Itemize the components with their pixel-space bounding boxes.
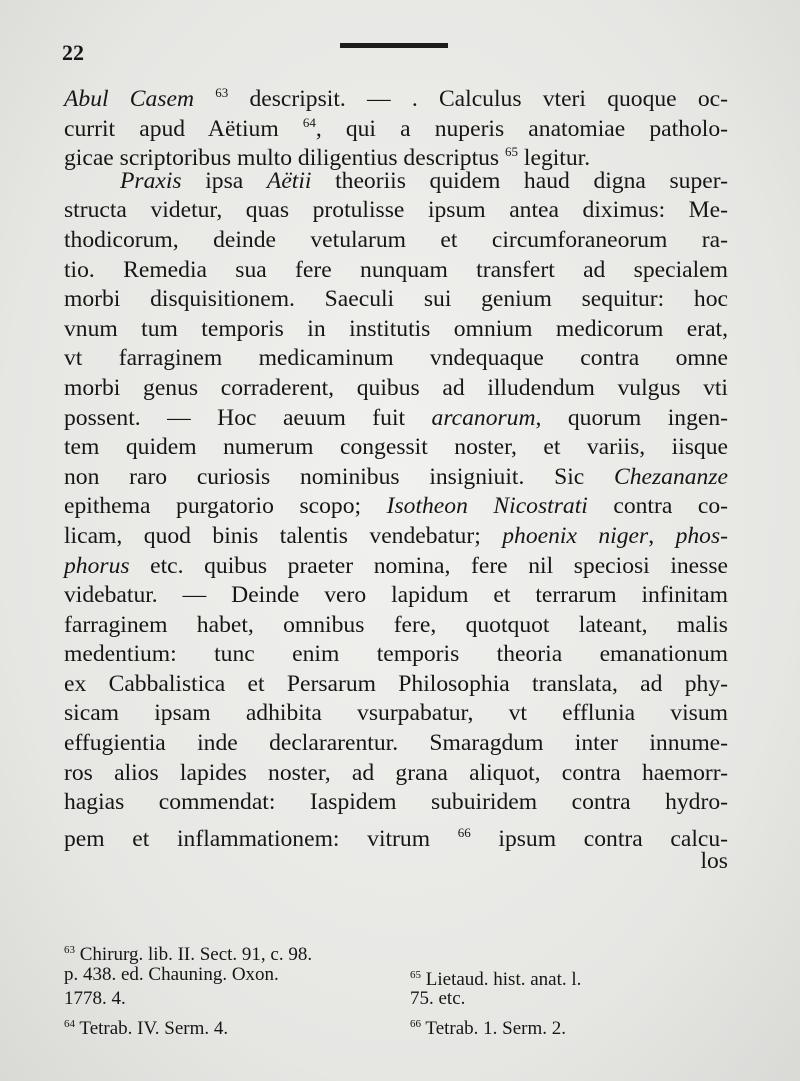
text-run: epithema purgatorio scopo;: [64, 493, 387, 520]
footnote-text: p. 438. ed. Chauning. Oxon.: [64, 963, 279, 985]
text-run: descripsit. — . Calculus vteri quoque oc-: [228, 86, 728, 112]
footnote-mark: 64: [64, 1017, 75, 1030]
text-run: pem et inflammationem: vitrum: [64, 825, 458, 852]
italic-term: phorus: [64, 552, 130, 579]
footnote-right: [404, 963, 734, 988]
text-line: [64, 463, 728, 493]
text-run: thodicorum, deinde vetularum et circumforaneorum ra-: [64, 226, 728, 253]
footnote-left: [64, 963, 404, 988]
text-run: vnum tum temporis in institutis omnium medicorum erat,: [64, 315, 728, 342]
italic-term: phos-: [675, 522, 729, 549]
footnote-mark: 63: [64, 944, 75, 956]
text-line: [64, 285, 728, 315]
text-line: [64, 522, 728, 552]
text-line: [64, 344, 728, 374]
text-run: farraginem habet, omnibus fere, quotquot lateant, malis: [64, 611, 728, 638]
footnote-text: Chirurg. lib. II. Sect. 91, c. 98.: [79, 944, 313, 965]
text-run: ros alios lapides noster, ad grana aliquot, contra haemorr-: [64, 759, 728, 786]
text-line: [64, 729, 728, 759]
footnote-reference: 64: [302, 114, 316, 130]
italic-term: Aëtii: [266, 167, 312, 194]
footnote-left: [64, 1012, 404, 1037]
text-run: tem quidem numerum congessit noster, et variis, iisque: [64, 434, 728, 461]
text-run: medentium: tunc enim temporis theoria emanationum: [64, 641, 728, 668]
text-run: ex Cabbalistica et Persarum Philosophia translata, ad phy-: [64, 670, 728, 697]
footnote-text: Tetrab. IV. Serm. 4.: [79, 1017, 229, 1039]
text-run: ipsa: [181, 167, 267, 194]
text-run: sicam ipsam adhibita vsurpabatur, vt efflunia visum: [64, 700, 728, 727]
text-run: theoriis quidem haud digna super-: [311, 167, 728, 194]
footnote-text: Tetrab. 1. Serm. 2.: [425, 1017, 567, 1039]
text-line: [64, 196, 728, 226]
italic-term: Praxis: [120, 167, 182, 194]
text-run: contra co-: [587, 493, 729, 520]
text-run: , qui a nuperis anatomiae patholo-: [315, 115, 728, 142]
footnote-mark: 65: [410, 968, 421, 981]
footnote-left: [64, 987, 404, 1012]
text-run: possent. — Hoc aeuum fuit: [64, 404, 432, 431]
italic-term: arcanorum: [431, 404, 536, 431]
text-line: [64, 492, 728, 522]
text-run: vt farraginem medicaminum vndequaque contra omne: [64, 345, 728, 372]
text-run: hagias commendat: Iaspidem subuiridem contra hydro-: [64, 789, 728, 816]
text-run: currit apud Aëtium: [64, 115, 303, 142]
footnote-row: [64, 987, 734, 1012]
text-line: [64, 404, 728, 434]
footnote-right: [404, 987, 734, 1012]
italic-term: Isotheon Nicostrati: [386, 493, 588, 520]
footnotes: [64, 938, 734, 1039]
text-line: [64, 552, 728, 582]
text-line: [64, 640, 728, 670]
text-line: [64, 315, 728, 345]
text-run: , quorum ingen-: [535, 404, 728, 431]
footnote-reference: 65: [505, 144, 519, 160]
body-text: [64, 78, 728, 877]
footnote-right: [404, 938, 734, 963]
italic-term: Abul Casem: [64, 86, 195, 112]
page-number: 22: [62, 40, 84, 65]
text-line: [64, 699, 728, 729]
text-run: los: [700, 848, 728, 875]
footnote-row: [64, 1012, 734, 1037]
italic-term: Chezananze: [613, 463, 728, 490]
italic-term: phoenix niger: [502, 522, 649, 549]
text-line: [64, 226, 728, 256]
text-run: videbatur. — Deinde vero lapidum et terrarum infinitam: [64, 582, 728, 609]
text-line: [64, 78, 728, 112]
text-run: non raro curiosis nominibus insigniuit. Sic: [64, 463, 614, 490]
footnote-right: [404, 1012, 734, 1037]
text-run: gicae scriptoribus multo diligentius descriptus: [64, 145, 506, 172]
header-rule: [340, 43, 448, 48]
text-line: [64, 256, 728, 286]
footnote-row: [64, 963, 734, 988]
text-run: etc. quibus praeter nomina, fere nil speciosi inesse: [129, 552, 728, 579]
text-run: structa videtur, quas protulisse ipsum antea diximus: Me-: [64, 197, 728, 224]
footnote-reference: 63: [215, 85, 229, 100]
text-line: [64, 759, 728, 789]
footnote-text: Lietaud. hist. anat. l.: [425, 968, 582, 990]
text-run: legitur.: [518, 145, 591, 172]
text-line: [64, 818, 728, 852]
text-run: morbi genus corraderent, quibus ad illudendum vulgus vti: [64, 374, 728, 401]
text-line: [64, 108, 728, 142]
footnote-text: 75. etc.: [410, 988, 466, 1009]
text-run: morbi disquisitionem. Saeculi sui genium sequitur: hoc: [64, 286, 728, 313]
text-line: [64, 433, 728, 463]
footnote-text: 1778. 4.: [64, 988, 126, 1009]
footnote-left: [64, 938, 404, 963]
text-line: [64, 167, 728, 197]
text-run: ,: [648, 522, 676, 549]
text-line: [64, 611, 728, 641]
text-line: [64, 581, 728, 611]
text-line: [64, 670, 728, 700]
text-run: tio. Remedia sua fere nunquam transfert ad specialem: [64, 256, 728, 283]
text-run: effugientia inde declararentur. Smaragdum inter innume-: [64, 730, 728, 757]
text-run: ipsum contra calcu-: [470, 825, 728, 852]
text-run: licam, quod binis talentis vendebatur;: [64, 522, 503, 549]
footnote-reference: 66: [457, 824, 471, 840]
text-line: [64, 788, 728, 818]
footnote-row: [64, 938, 734, 963]
text-line: [64, 374, 728, 404]
footnote-mark: 66: [410, 1017, 421, 1030]
